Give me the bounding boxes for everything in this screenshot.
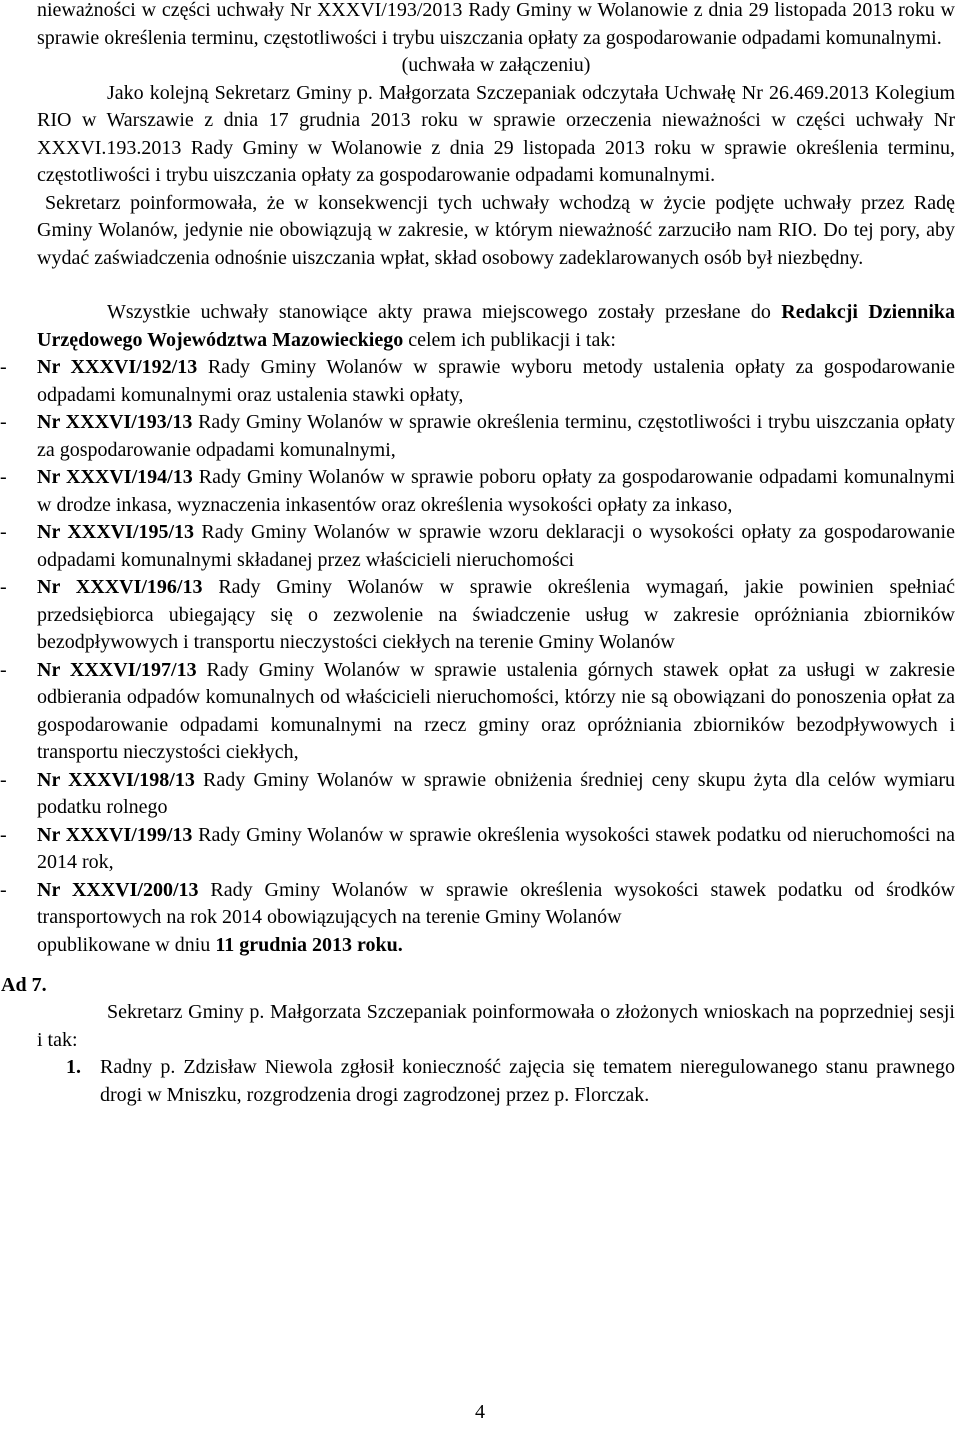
requests-list [37, 1054, 955, 1109]
resolution-item [0, 767, 955, 822]
intro-paragraph-1: nieważności w części uchwały Nr XXXVI/193/2013 Rady Gminy w Wolanowie z dnia 29 listopada 2013 roku w sprawie określenia terminu, częstotliwości i trybu uiszczania opłaty za gospodarowanie odpadami komunalnymi. [37, 0, 955, 49]
resolution-item [0, 464, 955, 519]
dash-bullet: - [0, 356, 7, 378]
publication-note [37, 932, 955, 960]
resolution-item [0, 574, 955, 657]
resolution-number: Nr XXXVI/192/13 [37, 356, 198, 378]
resolution-text: Rady Gminy Wolanów w sprawie obniżenia średniej ceny skupu żyta dla celów wymiaru podatku rolnego [37, 768, 955, 818]
dash-bullet: - [0, 466, 7, 488]
resolution-item [0, 519, 955, 574]
resolution-text: Rady Gminy Wolanów w sprawie poboru opłaty za gospodarowanie odpadami komunalnymi w drodze inkasa, wyznaczenia inkasentów oraz określenia wysokości opłaty za inkaso, [37, 466, 955, 516]
resolution-number: Nr XXXVI/199/13 [37, 823, 193, 846]
resolution-item [0, 409, 955, 464]
resolution-number: Nr XXXVI/200/13 [37, 878, 199, 901]
resolutions-intro-text: Wszystkie uchwały stanowiące akty prawa miejscowego zostały przesłane do [107, 301, 782, 323]
request-number: 1. [66, 1056, 81, 1078]
publication-date: 11 grudnia 2013 roku. [215, 933, 403, 956]
dash-bullet: - [0, 411, 7, 433]
attachment-note: (uchwała w załączeniu) [401, 54, 591, 76]
ad7-intro: Sekretarz Gminy p. Małgorzata Szczepaniak poinformowała o złożonych wnioskach na poprzedniej sesji i tak: [37, 1001, 955, 1051]
dash-bullet: - [0, 878, 7, 901]
intro-paragraph-2: Jako kolejną Sekretarz Gminy p. Małgorzata Szczepaniak odczytała Uchwałę Nr 26.469.2013 Kolegium RIO w Warszawie z dnia 17 grudnia 2013 roku w sprawie orzeczenia nieważności w części uchwały Nr XXXVI.193.2013 Rady Gminy w Wolanowie z dnia 29 listopada 2013 roku w sprawie określenia terminu, częstotliwości i trybu uiszczania opłaty za gospodarowanie odpadami komunalnymi. [37, 81, 955, 186]
resolutions-intro [37, 299, 955, 354]
resolution-item [0, 877, 955, 932]
resolution-number: Nr XXXVI/196/13 [37, 576, 203, 598]
ad7-section [1, 974, 955, 1109]
resolution-item [0, 657, 955, 767]
resolution-number: Nr XXXVI/193/13 [37, 411, 193, 433]
resolution-text: Rady Gminy Wolanów w sprawie wzoru deklaracji o wysokości opłaty za gospodarowanie odpadami komunalnymi składanej przez właścicieli nieruchomości [37, 521, 955, 571]
dash-bullet: - [0, 768, 7, 791]
resolution-text: Rady Gminy Wolanów w sprawie określenia wysokości stawek podatku od nieruchomości na 2014 rok, [37, 823, 955, 873]
dash-bullet: - [0, 576, 7, 598]
resolution-item [0, 354, 955, 409]
ad7-heading: Ad 7. [1, 974, 47, 996]
request-text: Radny p. Zdzisław Niewola zgłosił konieczność zajęcia się tematem nieregulowanego stanu prawnego drogi w Mniszku, rozgrodzenia drogi zagrodzonej przez p. Florczak. [100, 1056, 955, 1106]
dash-bullet: - [0, 823, 7, 846]
resolution-number: Nr XXXVI/198/13 [37, 768, 195, 791]
publication-text: opublikowane w dniu [37, 933, 216, 956]
resolutions-intro-bold: Redakcji Dziennika Urzędowego Województwa Mazowieckiego [37, 301, 955, 351]
resolutions-list [0, 354, 955, 932]
resolutions-intro-text-end: celem ich publikacji i tak: [403, 328, 616, 351]
resolution-item [0, 822, 955, 877]
resolution-text: Rady Gminy Wolanów w sprawie określenia terminu, częstotliwości i trybu uiszczania opłaty za gospodarowanie odpadami komunalnymi, [37, 411, 955, 461]
resolution-text: Rady Gminy Wolanów w sprawie określenia wysokości stawek podatku od środków transportowych na rok 2014 obowiązujących na terenie Gminy Wolanów [37, 878, 955, 928]
resolution-text: Rady Gminy Wolanów w sprawie wyboru metody ustalenia opłaty za gospodarowanie odpadami komunalnymi oraz ustalenia stawki opłaty, [37, 356, 955, 406]
page-number: 4 [475, 1401, 485, 1423]
spacer [37, 272, 955, 299]
intro-paragraph-3: Sekretarz poinformowała, że w konsekwencji tych uchwały wchodzą w życie podjęte uchwały przez Radę Gminy Wolanów, jedynie nie obowiązują w zakresie, w którym nieważność zarzuciło nam RIO. Do tej pory, aby wydać zaświadczenia odnośnie uiszczania wpłat, skład osobowy zadeklarowanych osób był niezbędny. [37, 191, 955, 269]
resolution-number: Nr XXXVI/197/13 [37, 658, 197, 681]
dash-bullet: - [0, 521, 7, 543]
request-item [37, 1054, 955, 1109]
resolution-number: Nr XXXVI/194/13 [37, 466, 193, 488]
resolution-text: Rady Gminy Wolanów w sprawie ustalenia górnych stawek opłat za usługi w zakresie odbierania odpadów komunalnych od właścicieli nieruchomości, którzy nie są obowiązani do ponoszenia opłat za gospodarowanie odpadami komunalnymi na rzecz gminy oraz opróżniania zbiorników bezodpływowych i transportu nieczystości ciekłych, [37, 658, 955, 763]
resolution-number: Nr XXXVI/195/13 [37, 521, 195, 543]
spacer [37, 959, 955, 999]
dash-bullet: - [0, 658, 7, 681]
resolution-text: Rady Gminy Wolanów w sprawie określenia wymagań, jakie powinien spełniać przedsiębiorca ubiegający się o zezwolenie na świadczenie usług w zakresie opróżniania zbiorników bezodpływowych i transportu nieczystości ciekłych na terenie Gminy Wolanów [37, 576, 955, 653]
